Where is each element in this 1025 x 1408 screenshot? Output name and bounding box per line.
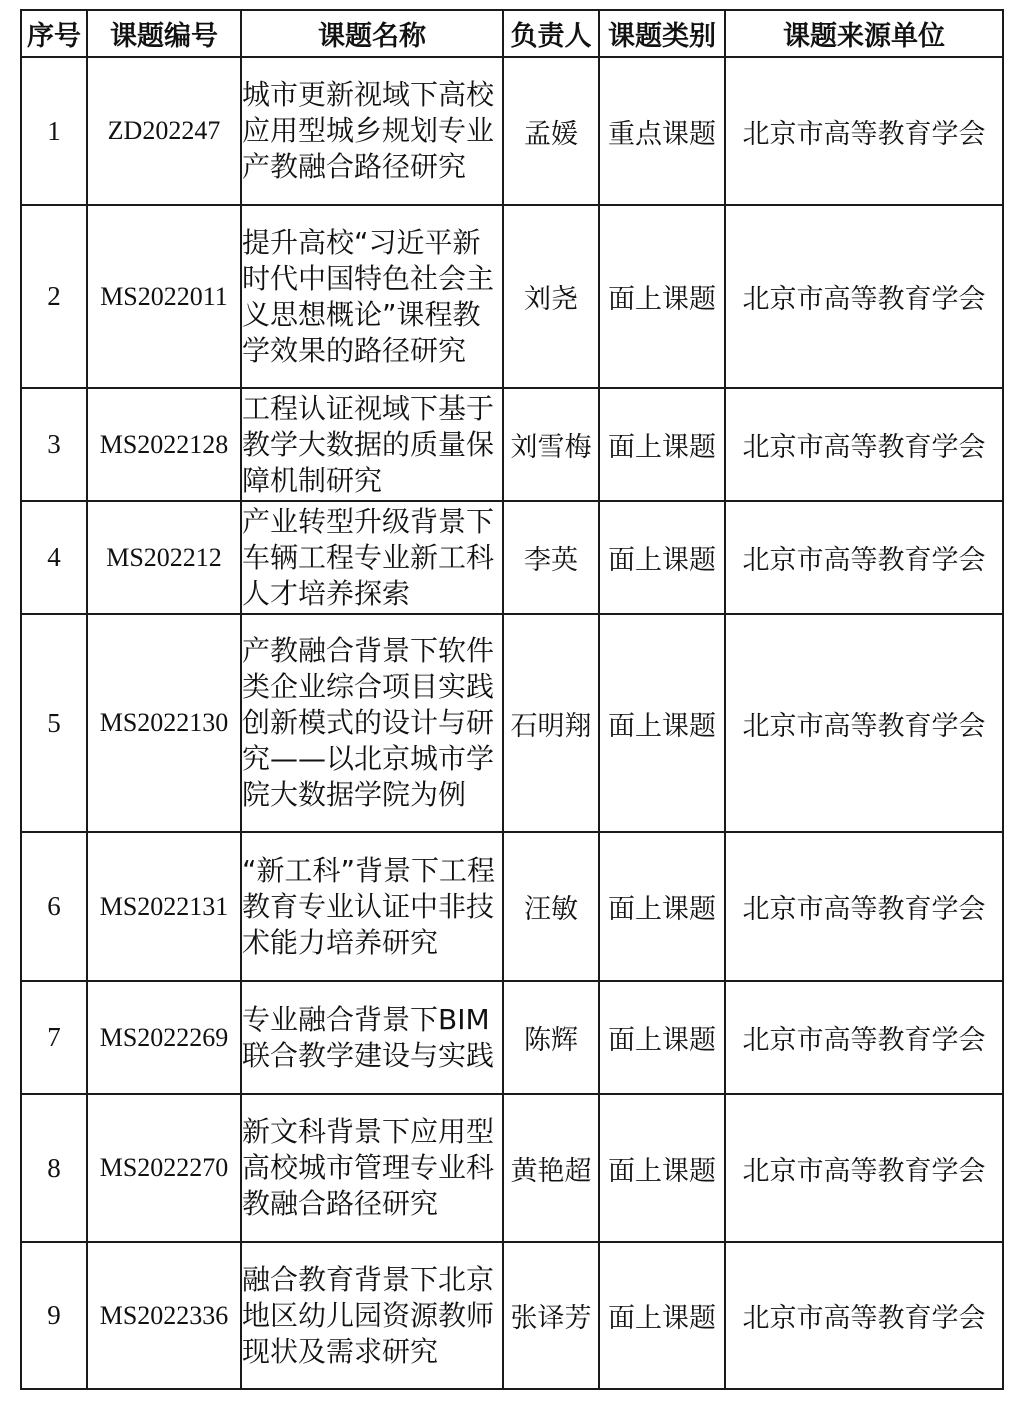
cell-person: 汪敏 (503, 832, 599, 981)
header-source: 课题来源单位 (725, 10, 1003, 57)
cell-category: 面上课题 (599, 1242, 725, 1389)
header-row (21, 10, 1003, 57)
cell-category: 面上课题 (599, 388, 725, 501)
cell-category: 重点课题 (599, 57, 725, 205)
cell-source: 北京市高等教育学会 (725, 388, 1003, 501)
cell-person: 刘尧 (503, 205, 599, 388)
header-seq: 序号 (21, 10, 87, 57)
cell-category: 面上课题 (599, 614, 725, 832)
table-row (21, 57, 1003, 205)
table-row (21, 501, 1003, 614)
header-title: 课题名称 (241, 10, 503, 57)
cell-seq: 3 (21, 388, 87, 501)
table-row (21, 832, 1003, 981)
table-row (21, 981, 1003, 1094)
cell-title: 工程认证视域下基于教学大数据的质量保障机制研究 (241, 388, 503, 501)
table-row (21, 614, 1003, 832)
cell-code: MS2022270 (87, 1094, 241, 1242)
cell-seq: 8 (21, 1094, 87, 1242)
cell-category: 面上课题 (599, 501, 725, 614)
table-row (21, 205, 1003, 388)
cell-code: MS2022336 (87, 1242, 241, 1389)
cell-person: 孟媛 (503, 57, 599, 205)
cell-code: MS2022269 (87, 981, 241, 1094)
cell-source: 北京市高等教育学会 (725, 614, 1003, 832)
cell-seq: 5 (21, 614, 87, 832)
cell-seq: 2 (21, 205, 87, 388)
cell-person: 李英 (503, 501, 599, 614)
cell-code: MS202212 (87, 501, 241, 614)
cell-person: 刘雪梅 (503, 388, 599, 501)
cell-category: 面上课题 (599, 832, 725, 981)
cell-category: 面上课题 (599, 1094, 725, 1242)
cell-seq: 7 (21, 981, 87, 1094)
cell-title: 新文科背景下应用型高校城市管理专业科教融合路径研究 (241, 1094, 503, 1242)
cell-source: 北京市高等教育学会 (725, 57, 1003, 205)
project-table (20, 9, 1004, 1390)
cell-category: 面上课题 (599, 981, 725, 1094)
table-row (21, 1094, 1003, 1242)
header-category: 课题类别 (599, 10, 725, 57)
cell-seq: 4 (21, 501, 87, 614)
cell-source: 北京市高等教育学会 (725, 501, 1003, 614)
table-row (21, 388, 1003, 501)
cell-code: MS2022131 (87, 832, 241, 981)
cell-code: MS2022011 (87, 205, 241, 388)
header-code: 课题编号 (87, 10, 241, 57)
cell-title: 产业转型升级背景下车辆工程专业新工科人才培养探索 (241, 501, 503, 614)
cell-person: 张译芳 (503, 1242, 599, 1389)
header-person: 负责人 (503, 10, 599, 57)
cell-title: “新工科”背景下工程教育专业认证中非技术能力培养研究 (241, 832, 503, 981)
cell-source: 北京市高等教育学会 (725, 1242, 1003, 1389)
cell-person: 黄艳超 (503, 1094, 599, 1242)
cell-code: MS2022130 (87, 614, 241, 832)
cell-source: 北京市高等教育学会 (725, 1094, 1003, 1242)
cell-title: 产教融合背景下软件类企业综合项目实践创新模式的设计与研究——以北京城市学院大数据学院为例 (241, 614, 503, 832)
cell-title: 专业融合背景下BIM 联合教学建设与实践 (241, 981, 503, 1094)
cell-title: 提升高校“习近平新时代中国特色社会主义思想概论”课程教学效果的路径研究 (241, 205, 503, 388)
cell-code: ZD202247 (87, 57, 241, 205)
cell-person: 石明翔 (503, 614, 599, 832)
cell-source: 北京市高等教育学会 (725, 832, 1003, 981)
cell-category: 面上课题 (599, 205, 725, 388)
cell-code: MS2022128 (87, 388, 241, 501)
cell-title: 城市更新视域下高校应用型城乡规划专业产教融合路径研究 (241, 57, 503, 205)
cell-title: 融合教育背景下北京地区幼儿园资源教师现状及需求研究 (241, 1242, 503, 1389)
cell-seq: 6 (21, 832, 87, 981)
cell-source: 北京市高等教育学会 (725, 981, 1003, 1094)
cell-seq: 1 (21, 57, 87, 205)
cell-source: 北京市高等教育学会 (725, 205, 1003, 388)
cell-person: 陈辉 (503, 981, 599, 1094)
table-row (21, 1242, 1003, 1389)
cell-seq: 9 (21, 1242, 87, 1389)
